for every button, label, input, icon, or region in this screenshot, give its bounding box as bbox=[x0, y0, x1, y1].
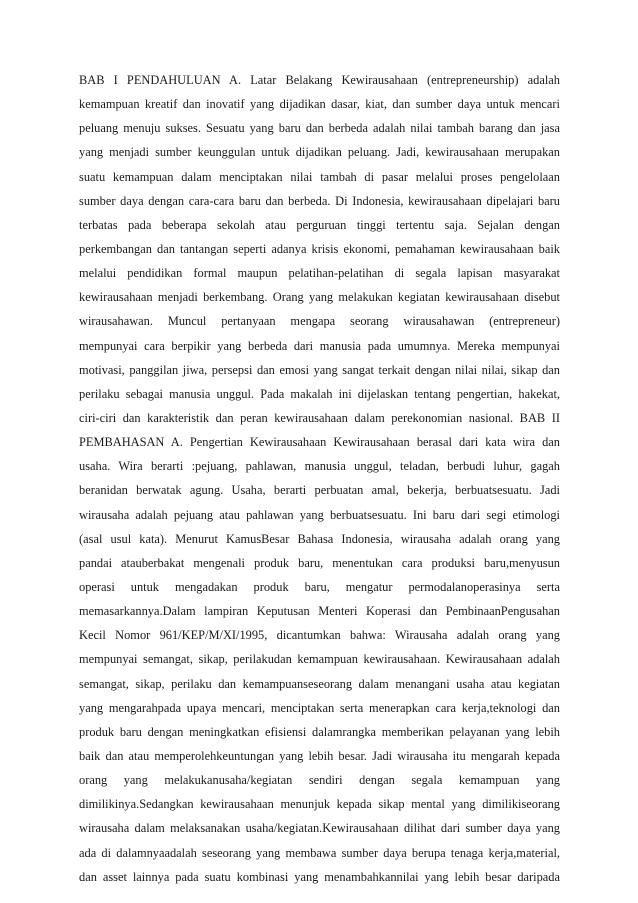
text-line: ada di dalamnyaadalah seseorang yang membawa sumber daya berupa tenaga kerja,material, bbox=[79, 845, 560, 860]
text-line: yang menjadi sumber keunggulan untuk dijadikan peluang. Jadi, kewirausahaan merupakan bbox=[79, 145, 560, 160]
text-line: peluang menuju sukses. Sesuatu yang baru dan berbeda adalah nilai tambah barang dan jasa bbox=[79, 121, 560, 136]
text-line: baik dan atau memperolehkeuntungan yang lebih besar. Jadi wirausaha itu mengarah kepada bbox=[79, 748, 560, 763]
text-line: orang yang melakukanusaha/kegiatan sendiri dengan segala kemampuan yang bbox=[79, 773, 560, 788]
text-line: terbatas pada beberapa sekolah atau perguruan tinggi tertentu saja. Sejalan dengan bbox=[79, 217, 560, 232]
text-line: operasi untuk mengadakan produk baru, mengatur permodalanoperasinya serta bbox=[79, 579, 560, 594]
text-line: Kecil Nomor 961/KEP/M/XI/1995, dicantumkan bahwa: Wirausaha adalah orang yang bbox=[79, 628, 560, 643]
text-line: sumber daya dengan cara-cara baru dan berbeda. Di Indonesia, kewirausahaan dipelajari baru bbox=[79, 193, 560, 208]
text-line: memasarkannya.Dalam lampiran Keputusan Menteri Koperasi dan PembinaanPengusahan bbox=[79, 604, 560, 619]
text-line: pandai atauberbakat mengenali produk baru, menentukan cara produksi baru,menyusun bbox=[79, 555, 560, 570]
text-line: ciri-ciri dan karakteristik dan peran kewirausahaan dalam perekonomian nasional. BAB II bbox=[79, 410, 560, 425]
text-line: usaha. Wira berarti :pejuang, pahlawan, manusia unggul, teladan, berbudi luhur, gagah bbox=[79, 459, 560, 474]
text-line: mempunyai cara berpikir yang berbeda dari manusia pada umumnya. Mereka mempunyai bbox=[79, 338, 560, 353]
text-line: semangat, sikap, perilaku dan kemampuanseseorang dalam menangani usaha atau kegiatan bbox=[79, 676, 560, 691]
text-line: kemampuan kreatif dan inovatif yang dijadikan dasar, kiat, dan sumber daya untuk mencari bbox=[79, 97, 560, 112]
body-text bbox=[79, 71, 560, 892]
text-line: dan asset lainnya pada suatu kombinasi yang menambahkannilai yang lebih besar daripada bbox=[79, 869, 560, 884]
text-line: wirausaha dalam melaksanakan usaha/kegiatan.Kewirausahaan dilihat dari sumber daya yang bbox=[79, 821, 560, 836]
text-line: dimilikinya.Sedangkan kewirausahaan menunjuk kepada sikap mental yang dimilikiseorang bbox=[79, 797, 560, 812]
text-line: melalui pendidikan formal maupun pelatihan-pelatihan di segala lapisan masyarakat bbox=[79, 266, 560, 281]
text-line: wirausahawan. Muncul pertanyaan mengapa seorang wirausahawan (entrepreneur) bbox=[79, 314, 560, 329]
text-line: BAB I PENDAHULUAN A. Latar Belakang Kewirausahaan (entrepreneurship) adalah bbox=[79, 73, 560, 87]
text-line: motivasi, panggilan jiwa, persepsi dan emosi yang sangat terkait dengan nilai nilai, sikap dan bbox=[79, 362, 560, 377]
text-line: mempunyai semangat, sikap, perilakudan kemampuan kewirausahaan. Kewirausahaan adalah bbox=[79, 652, 560, 667]
text-line: kewirausahaan menjadi berkembang. Orang yang melakukan kegiatan kewirausahaan disebut bbox=[79, 290, 560, 305]
text-line: suatu kemampuan dalam menciptakan nilai tambah di pasar melalui proses pengelolaan bbox=[79, 169, 560, 184]
text-line: wirausaha adalah pejuang atau pahlawan yang berbuatsesuatu. Ini baru dari segi etimologi bbox=[79, 507, 560, 522]
text-line: beranidan berwatak agung. Usaha, berarti perbuatan amal, bekerja, berbuatsesuatu. Jadi bbox=[79, 483, 560, 498]
text-line: PEMBAHASAN A. Pengertian Kewirausahaan Kewirausahaan berasal dari kata wira dan bbox=[79, 435, 560, 450]
text-line: produk baru dengan meningkatkan efisiensi dalamrangka memberikan pelayanan yang lebih bbox=[79, 724, 560, 739]
text-line: yang mengarahpada upaya mencari, menciptakan serta menerapkan cara kerja,teknologi dan bbox=[79, 700, 560, 715]
text-line: perilaku sebagai manusia unggul. Pada makalah ini dijelaskan tentang pengertian, hakekat, bbox=[79, 386, 560, 401]
text-line: perkembangan dan tantangan seperti adanya krisis ekonomi, pemahaman kewirausahaan baik bbox=[79, 241, 560, 256]
text-line: (asal usul kata). Menurut KamusBesar Bahasa Indonesia, wirausaha adalah orang yang bbox=[79, 531, 560, 546]
